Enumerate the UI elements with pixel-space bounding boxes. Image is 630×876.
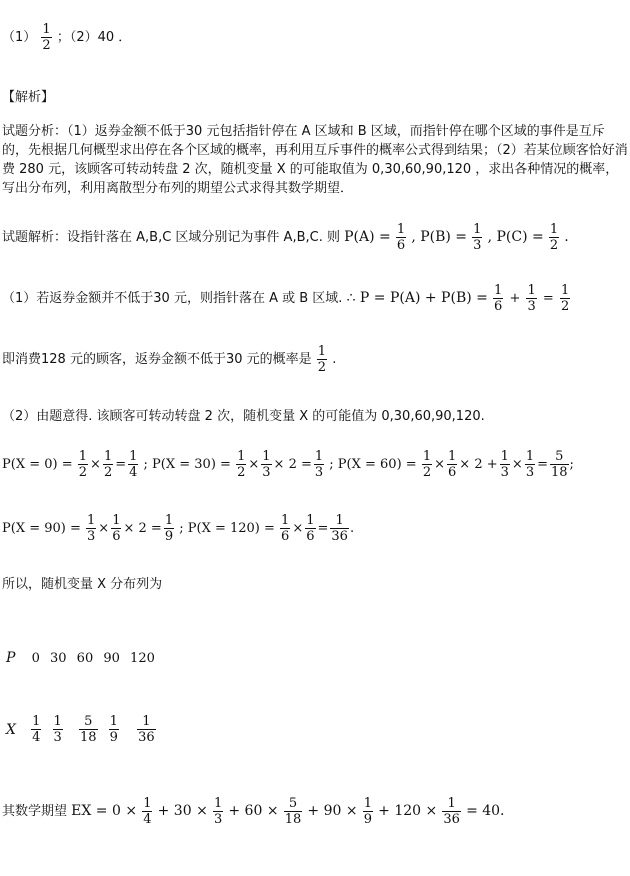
- frac: $\frac{1}{3}$: [213, 796, 223, 827]
- part1-conclusion: 即消费128 元的顾客，返券金额不低于30 元的概率是 $\frac{1}{2}$ .: [2, 344, 337, 375]
- x-prob-fraction: $\frac{1}{4}$: [32, 714, 41, 745]
- frac: $\frac{1}{3}$: [500, 449, 509, 480]
- pc-fraction: $\frac{1}{2}$: [549, 222, 559, 253]
- distribution-intro: 所以，随机变量 X 分布列为: [2, 577, 163, 592]
- p-value: 120: [130, 650, 155, 666]
- frac: $\frac{1}{36}$: [331, 513, 348, 544]
- frac: $\frac{1}{9}$: [363, 796, 372, 827]
- frac: $\frac{1}{3}$: [87, 513, 96, 544]
- solution-intro: 试题解析：设指针落在 A,B,C 区域分别记为事件 A,B,C. 则 P(A) = $\frac{1}{6}$ , P(B) = $\frac{1}{3}$ , P(C) = $\frac{1}{2}$ .: [2, 222, 569, 253]
- pb-fraction: $\frac{1}{3}$: [473, 222, 482, 253]
- x-prob-fraction: $\frac{5}{18}$: [79, 714, 97, 745]
- frac: $\frac{1}{6}$: [112, 513, 121, 544]
- p-value: 60: [76, 650, 94, 666]
- part1-frac-3: $\frac{1}{2}$: [560, 283, 570, 314]
- frac: $\frac{1}{36}$: [443, 796, 460, 827]
- frac: $\frac{1}{6}$: [306, 513, 315, 544]
- expectation-line: 其数学期望 EX = 0 × $\frac{1}{4}$ + 30 × $\frac{1}{3}$ + 60 × $\frac{5}{18}$ + 90 × $\frac{1}{9}$ + 120 × $\frac{1}{36}$ = 40.: [2, 796, 505, 827]
- distribution-row-p: [6, 650, 161, 666]
- answer-part2: ；（2）40 ．: [56, 30, 132, 45]
- frac: $\frac{1}{2}$: [78, 449, 88, 480]
- part1-conclusion-frac: $\frac{1}{2}$: [317, 344, 327, 375]
- p-value: 30: [49, 650, 67, 666]
- distribution-row-x: [6, 714, 162, 745]
- part1-line: （1）若返券金额并不低于30 元，则指针落在 A 或 B 区域. ∴ P = P(A) + P(B) = $\frac{1}{6}$ + $\frac{1}{3}$ = $\frac{1}{2}$: [2, 283, 570, 314]
- answer-line: [2, 22, 131, 53]
- part1-frac-1: $\frac{1}{6}$: [494, 283, 503, 314]
- frac: $\frac{1}{4}$: [143, 796, 152, 827]
- frac: $\frac{1}{3}$: [314, 449, 324, 480]
- x-prob-fraction: $\frac{1}{36}$: [138, 714, 155, 745]
- frac: $\frac{1}{6}$: [448, 449, 457, 480]
- prob-line-2: P(X = 90) = $\frac{1}{3}$ × $\frac{1}{6}$ × 2 = $\frac{1}{9}$ ; P(X = 120) = $\frac{1}{6}$ × $\frac{1}{6}$ = $\frac{1}{36}$ .: [2, 513, 355, 544]
- frac: $\frac{1}{3}$: [525, 449, 535, 480]
- row-label-x: X: [6, 721, 16, 738]
- frac: $\frac{1}{9}$: [164, 513, 174, 544]
- frac: $\frac{1}{3}$: [262, 449, 271, 480]
- frac: $\frac{1}{2}$: [237, 449, 246, 480]
- pa-fraction: $\frac{1}{6}$: [396, 222, 406, 253]
- frac: $\frac{1}{4}$: [129, 449, 138, 480]
- analysis-paragraph: 试题分析：（1）返券金额不低于30 元包括指针停在 A 区域和 B 区域，而指针停在哪个区域的事件是互斥的，先根据几何概型求出停在各个区域的概率，再利用互斥事件的概率公式得到结果；（2）若某位顾客恰好消费 280 元，该顾客可转动转盘 2 次，随机变量 X 的可能取值为 0,30,60,90,120 ，求出各种情况的概率，写出分布列，利用离散型分布列的期望公式求得其数学期望．: [2, 124, 628, 196]
- p-value: 90: [103, 650, 120, 666]
- frac: $\frac{1}{2}$: [422, 449, 432, 480]
- p-value: 0: [31, 650, 40, 666]
- frac: $\frac{5}{18}$: [284, 796, 302, 827]
- frac: $\frac{1}{2}$: [103, 449, 113, 480]
- part2-intro: （2）由题意得. 该顾客可转动转盘 2 次，随机变量 X 的可能值为 0,30,60,90,120.: [2, 409, 485, 424]
- frac: $\frac{5}{18}$: [551, 449, 568, 480]
- solution-heading: 【解析】: [2, 90, 55, 105]
- prob-line-1: P(X = 0) = $\frac{1}{2}$ × $\frac{1}{2}$ = $\frac{1}{4}$ ; P(X = 30) = $\frac{1}{2}$ × $\frac{1}{3}$ × 2 = $\frac{1}{3}$ ; P(X = 60) = $\frac{1}{2}$ × $\frac{1}{6}$ × 2 + $\frac{1}{3}$ × $\frac{1}{3}$ = $\frac{5}{18}$ ;: [2, 449, 574, 480]
- x-prob-fraction: $\frac{1}{3}$: [53, 714, 62, 745]
- row-label-p: P: [6, 650, 16, 666]
- frac: $\frac{1}{6}$: [281, 513, 290, 544]
- answer-part1-prefix: （1）: [2, 30, 37, 45]
- answer-part1-fraction: $\frac{1}{2}$: [42, 22, 51, 53]
- part1-frac-2: $\frac{1}{3}$: [527, 283, 536, 314]
- x-prob-fraction: $\frac{1}{9}$: [109, 714, 118, 745]
